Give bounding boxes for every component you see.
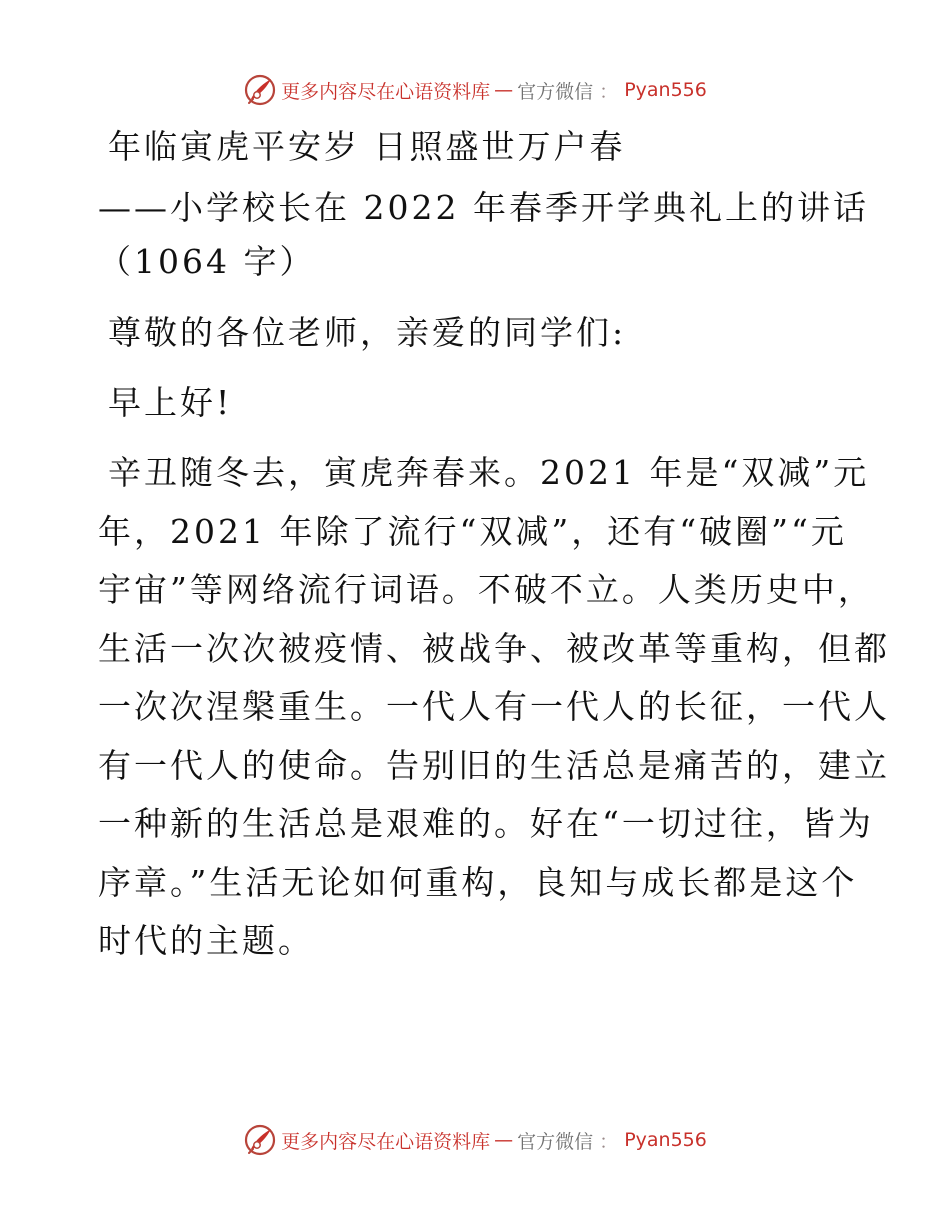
banner-wechat-id: Pyan556	[624, 1129, 707, 1151]
banner-official-label: 官方微信	[517, 1130, 594, 1153]
banner-slogan: 更多内容尽在心语资料库	[281, 80, 491, 103]
banner-content	[243, 73, 707, 107]
document-title: 年临寅虎平安岁 日照盛世万户春	[108, 127, 626, 166]
banner-slogan: 更多内容尽在心语资料库	[281, 1130, 491, 1153]
banner-wechat-id: Pyan556	[624, 79, 707, 101]
banner-separator: ：	[599, 1130, 619, 1153]
salutation: 尊敬的各位老师，亲爱的同学们:	[108, 313, 627, 352]
banner-content	[243, 1123, 707, 1157]
paragraph-line: 生活一次次被疫情、被战争、被改革等重构，但都	[98, 628, 890, 668]
quill-logo-icon	[243, 73, 277, 107]
paragraph-line: 一种新的生活总是艰难的。好在“一切过往，皆为	[98, 804, 874, 843]
paragraph-line: 序章。”生活无论如何重构，良知与成长都是这个	[98, 862, 858, 902]
header-banner	[0, 70, 950, 110]
paragraph-line: 年，2021 年除了流行“双减”，还有“破圈”“元	[98, 511, 847, 551]
paragraph-line: 辛丑随冬去，寅虎奔春来。2021 年是“双减”元	[108, 453, 870, 492]
quill-logo-icon	[243, 1123, 277, 1157]
banner-separator: ：	[599, 80, 619, 103]
word-count: （1064 字）	[98, 242, 316, 281]
banner-dash: —	[494, 1129, 514, 1151]
document-subtitle: ——小学校长在 2022 年春季开学典礼上的讲话	[98, 188, 869, 227]
paragraph-line: 一次次涅槃重生。一代人有一代人的长征，一代人	[98, 687, 890, 726]
paragraph-line: 有一代人的使命。告别旧的生活总是痛苦的，建立	[98, 745, 890, 785]
paragraph-line: 宇宙”等网络流行词语。不破不立。人类历史中，	[98, 570, 874, 609]
document-body	[98, 118, 890, 971]
banner-dash: —	[494, 79, 514, 101]
body-paragraph	[98, 444, 890, 971]
banner-official-label: 官方微信	[517, 80, 594, 103]
footer-banner	[0, 1120, 950, 1160]
greeting: 早上好!	[108, 383, 233, 422]
paragraph-line: 时代的主题。	[98, 921, 314, 960]
